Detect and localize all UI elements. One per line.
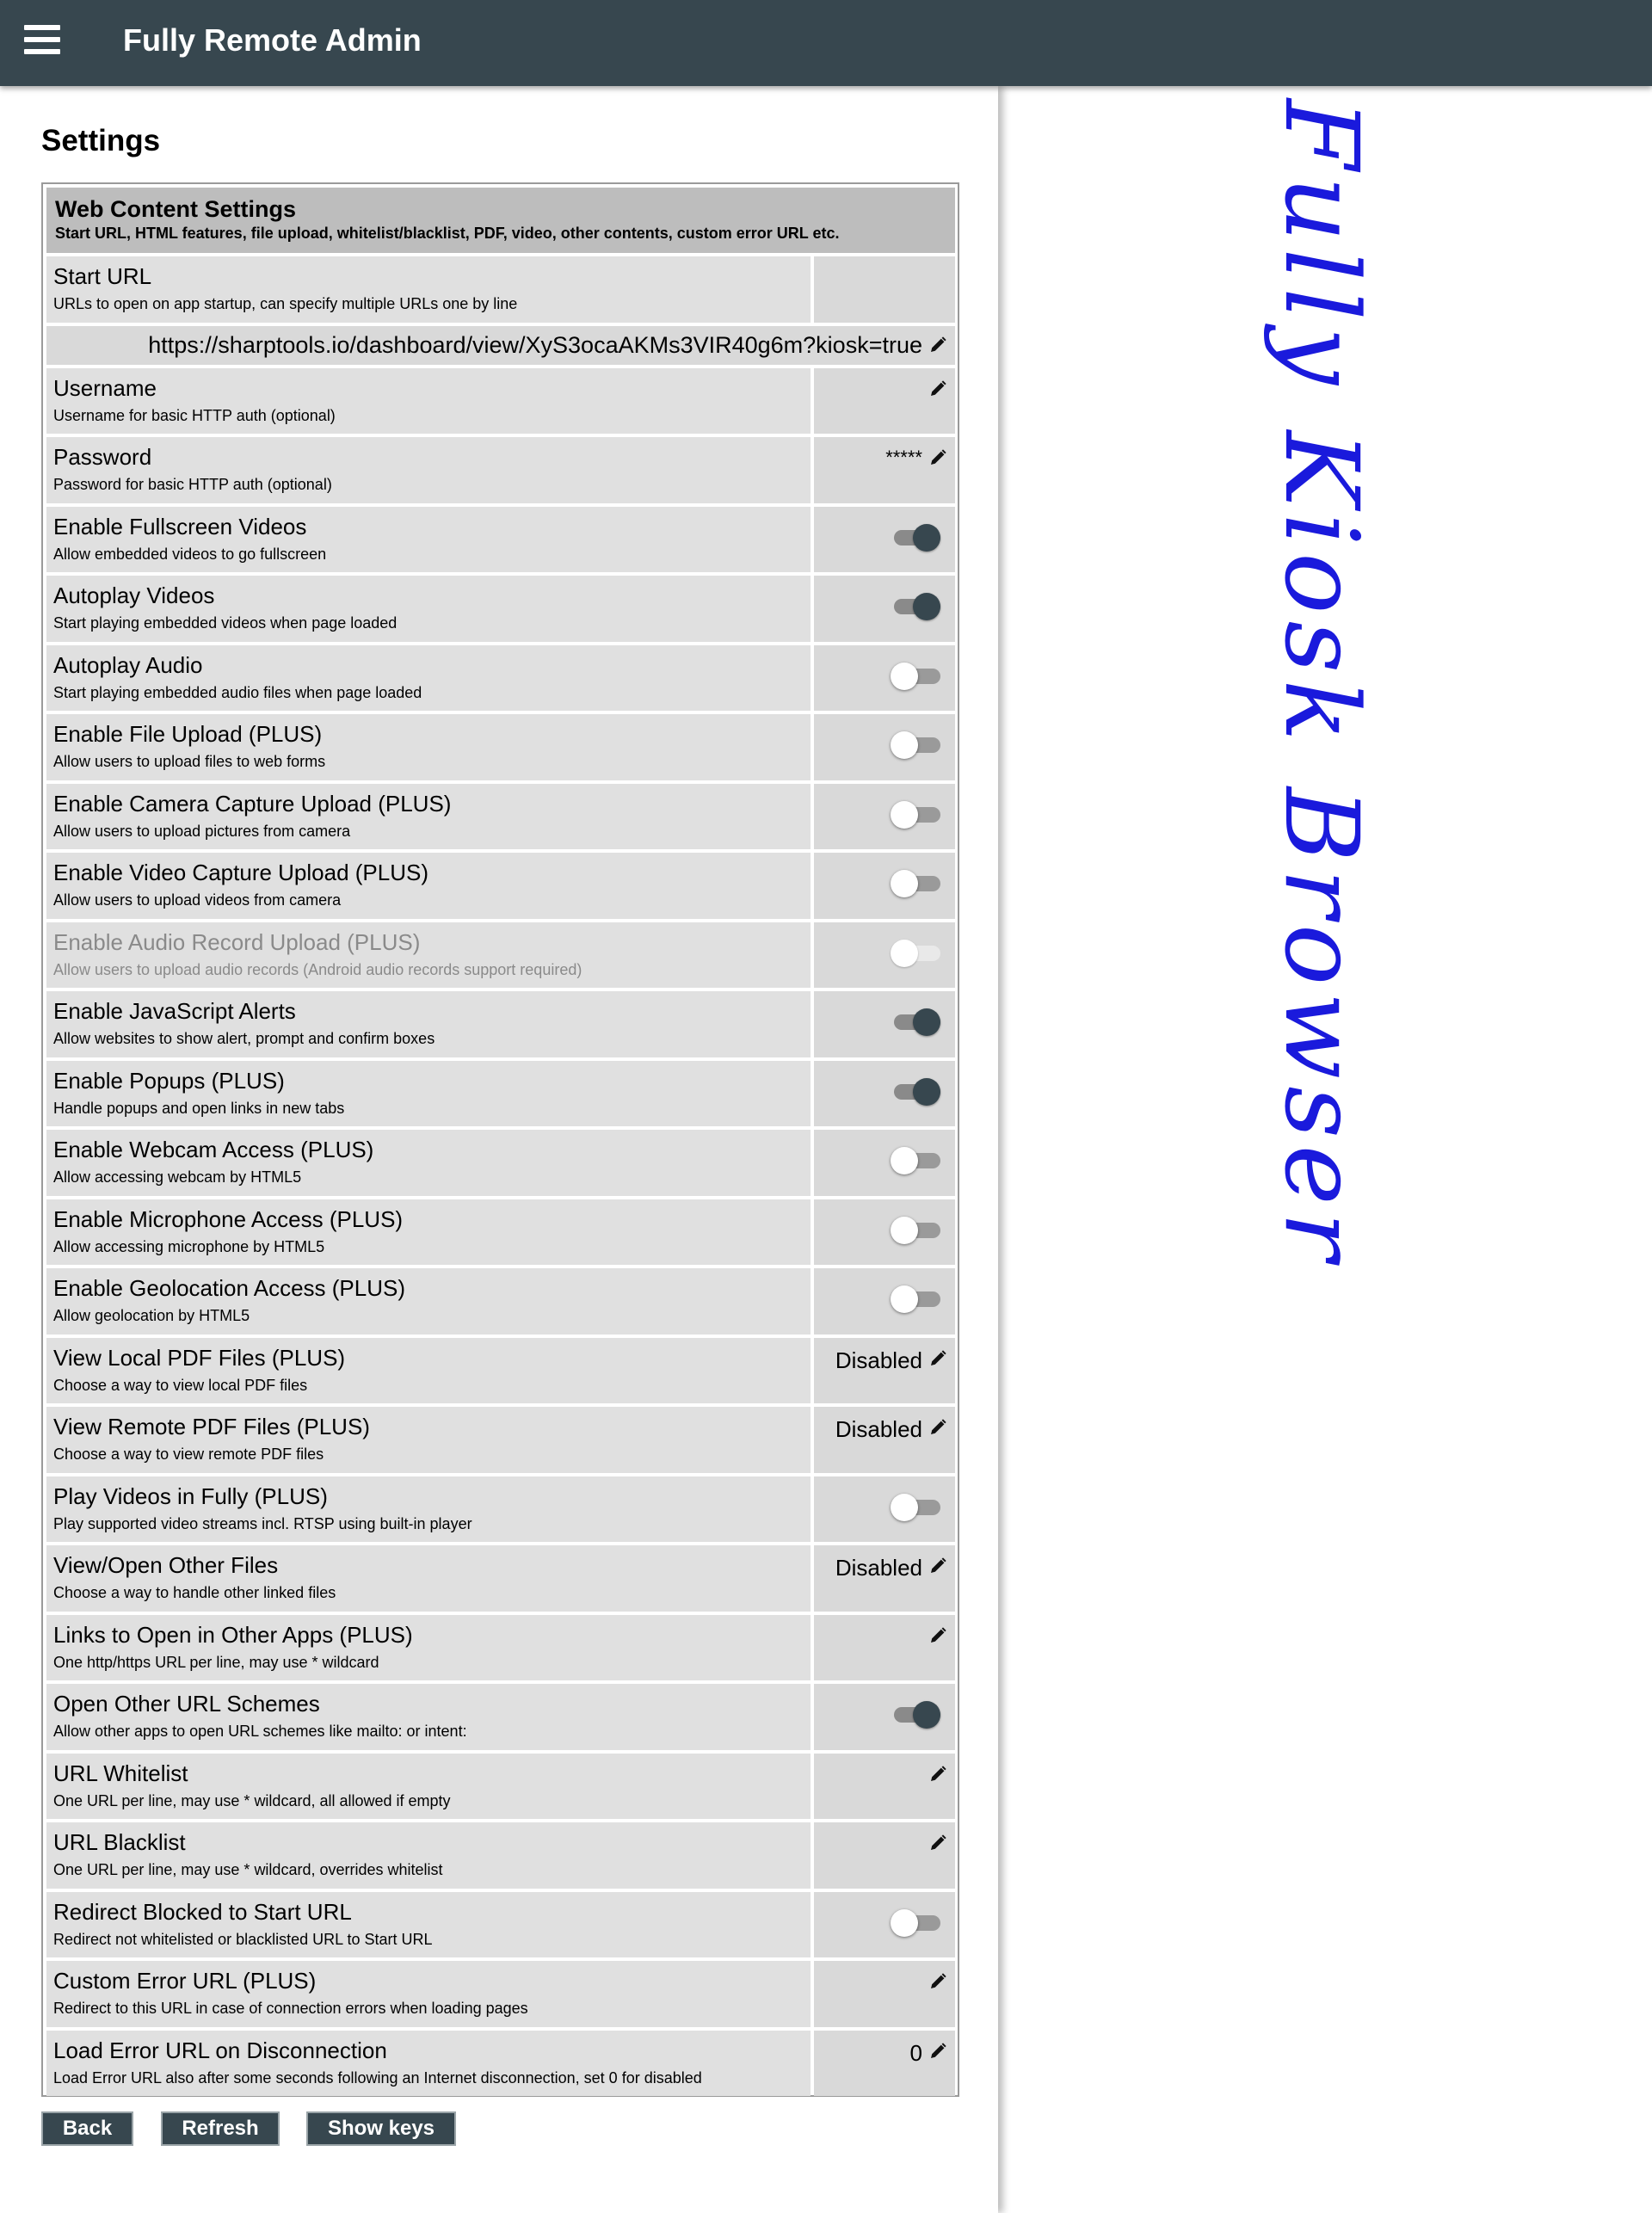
toggle-switch[interactable] [891, 1143, 940, 1176]
setting-description: Choose a way to view local PDF files [53, 1376, 308, 1394]
setting-info [46, 2031, 811, 2097]
setting-description: Allow embedded videos to go fullscreen [53, 545, 327, 563]
setting-info [46, 1061, 811, 1127]
back-button[interactable]: Back [41, 2111, 133, 2146]
toggle-switch[interactable] [891, 798, 940, 830]
setting-row [46, 1338, 955, 1404]
setting-label: Links to Open in Other Apps (PLUS) [53, 1621, 413, 1648]
setting-label: URL Whitelist [53, 1760, 188, 1786]
toggle-switch[interactable] [891, 866, 940, 899]
setting-label: Enable Popups (PLUS) [53, 1067, 285, 1094]
setting-info [46, 1130, 811, 1196]
setting-info [46, 437, 811, 503]
setting-info [46, 645, 811, 712]
setting-control [814, 1407, 955, 1473]
toggle-knob [891, 1909, 918, 1937]
setting-label: Start URL [53, 263, 152, 289]
pencil-icon[interactable] [929, 1834, 946, 1852]
setting-control [814, 1961, 955, 2027]
pencil-icon[interactable] [929, 2043, 946, 2060]
toggle-knob [891, 1217, 918, 1244]
setting-label: Enable Camera Capture Upload (PLUS) [53, 790, 452, 817]
setting-label: View Remote PDF Files (PLUS) [53, 1414, 370, 1439]
toggle-switch[interactable] [891, 1906, 940, 1939]
setting-control [814, 1268, 955, 1335]
setting-control [814, 991, 955, 1057]
section-title: Web Content Settings [55, 196, 296, 222]
setting-description: Allow websites to show alert, prompt and confirm boxes [53, 1030, 435, 1047]
setting-label: Load Error URL on Disconnection [53, 2037, 387, 2063]
setting-description: Allow users to upload pictures from camera [53, 822, 351, 840]
setting-value: ***** [885, 447, 922, 468]
setting-info [46, 1754, 811, 1820]
setting-control [814, 1822, 955, 1889]
setting-row [46, 714, 955, 780]
setting-value: 0 [909, 2039, 922, 2066]
toggle-switch[interactable] [891, 1698, 940, 1730]
toggle-knob [913, 524, 940, 552]
setting-description: Redirect not whitelisted or blacklisted URL to Start URL [53, 1930, 433, 1948]
setting-control [814, 714, 955, 780]
setting-control [814, 922, 955, 989]
setting-control [814, 784, 955, 850]
setting-description: Allow accessing webcam by HTML5 [53, 1168, 302, 1186]
setting-info [46, 1615, 811, 1681]
setting-label: Custom Error URL (PLUS) [53, 1968, 317, 1994]
setting-value: Disabled [835, 1416, 922, 1442]
setting-description: Username for basic HTTP auth (optional) [53, 406, 336, 424]
app-title: Fully Remote Admin [123, 22, 422, 58]
setting-description: One URL per line, may use * wildcard, overrides whitelist [53, 1861, 443, 1878]
setting-row [46, 1754, 955, 1820]
toggle-switch[interactable] [891, 1213, 940, 1246]
setting-description: Allow users to upload videos from camera [53, 891, 342, 909]
setting-control [814, 1754, 955, 1820]
settings-table [41, 182, 959, 2097]
setting-control [814, 1199, 955, 1266]
setting-description: Handle popups and open links in new tabs [53, 1099, 345, 1117]
setting-row [46, 1476, 955, 1543]
toggle-knob [913, 1078, 940, 1106]
setting-row [46, 1061, 955, 1127]
setting-row [46, 1892, 955, 1958]
start-url-value-row[interactable] [46, 326, 955, 365]
setting-info [46, 256, 811, 323]
setting-description: Redirect to this URL in case of connection errors when loading pages [53, 2000, 528, 2017]
setting-row [46, 1615, 955, 1681]
setting-row [46, 1545, 955, 1612]
toggle-switch[interactable] [891, 1075, 940, 1107]
setting-info [46, 1892, 811, 1958]
setting-control [814, 1545, 955, 1612]
pencil-icon[interactable] [929, 380, 946, 398]
setting-row [46, 645, 955, 712]
section-header [46, 188, 955, 253]
setting-row [46, 1822, 955, 1889]
settings-rows [46, 368, 955, 2097]
setting-info [46, 576, 811, 642]
setting-description: One URL per line, may use * wildcard, all allowed if empty [53, 1791, 451, 1809]
setting-description: Allow geolocation by HTML5 [53, 1307, 250, 1324]
setting-description: Load Error URL also after some seconds following an Internet disconnection, set 0 for disabled [53, 2068, 702, 2087]
pencil-icon[interactable] [929, 1557, 946, 1575]
setting-info [46, 922, 811, 989]
setting-info [46, 991, 811, 1057]
setting-row [46, 784, 955, 850]
refresh-button[interactable]: Refresh [161, 2111, 280, 2146]
toggle-knob [891, 870, 918, 897]
setting-row-start-url [46, 256, 955, 323]
hamburger-menu-icon[interactable] [24, 23, 60, 56]
setting-row [46, 437, 955, 503]
toggle-knob [891, 1494, 918, 1521]
setting-row [46, 2031, 955, 2097]
setting-row [46, 507, 955, 573]
setting-description: Start playing embedded audio files when page loaded [53, 683, 422, 701]
pencil-icon[interactable] [929, 1973, 946, 1990]
brand-text: Fully Kiosk Browser [1262, 99, 1381, 1267]
setting-label: Enable Video Capture Upload (PLUS) [53, 860, 429, 885]
setting-info [46, 1545, 811, 1612]
main-panel [0, 86, 998, 2213]
setting-description: One http/https URL per line, may use * wildcard [53, 1653, 379, 1671]
toggle-switch[interactable] [891, 659, 940, 692]
setting-control [814, 576, 955, 642]
setting-row [46, 1199, 955, 1266]
toggle-knob [891, 1285, 918, 1313]
toggle-switch[interactable] [891, 728, 940, 761]
setting-info [46, 853, 811, 919]
setting-label: View/Open Other Files [53, 1552, 279, 1578]
setting-label: Enable Microphone Access (PLUS) [53, 1205, 404, 1232]
setting-description: Play supported video streams incl. RTSP using built-in player [53, 1514, 472, 1532]
setting-label: Password [53, 444, 152, 470]
toggle-knob [891, 801, 918, 829]
section-subtitle: Start URL, HTML features, file upload, whitelist/blacklist, PDF, video, other contents, custom error URL etc. [55, 225, 840, 242]
setting-control [814, 853, 955, 919]
setting-control [814, 256, 955, 323]
toggle-knob [913, 1701, 940, 1729]
setting-row [46, 368, 955, 435]
setting-label: Enable Audio Record Upload (PLUS) [53, 928, 421, 955]
toggle-knob [913, 593, 940, 620]
setting-label: Enable Webcam Access (PLUS) [53, 1137, 374, 1162]
setting-row [46, 576, 955, 642]
setting-control [814, 1061, 955, 1127]
setting-description: Choose a way to handle other linked files [53, 1584, 336, 1601]
setting-control [814, 1338, 955, 1404]
setting-description: URLs to open on app startup, can specify multiple URLs one by line [53, 295, 518, 312]
setting-row [46, 1961, 955, 2027]
setting-info [46, 1199, 811, 1266]
toggle-switch[interactable] [891, 936, 940, 969]
setting-description: Allow users to upload audio records (Android audio records support required) [53, 960, 583, 978]
toggle-switch[interactable] [891, 521, 940, 553]
setting-row [46, 1684, 955, 1750]
pencil-icon[interactable] [929, 1627, 946, 1644]
setting-label: Enable JavaScript Alerts [53, 998, 296, 1024]
pencil-icon[interactable] [929, 449, 946, 466]
setting-row [46, 922, 955, 989]
setting-label: Play Videos in Fully (PLUS) [53, 1483, 328, 1509]
page-title: Settings [41, 124, 161, 157]
toggle-switch[interactable] [891, 1005, 940, 1038]
setting-control [814, 1130, 955, 1196]
setting-info [46, 1338, 811, 1404]
setting-control [814, 1476, 955, 1543]
start-url-value: https://sharptools.io/dashboard/view/XyS3ocaAKMs3VIR40g6m?kiosk=true [148, 331, 922, 358]
setting-label: View Local PDF Files (PLUS) [53, 1344, 346, 1371]
setting-info [46, 1407, 811, 1473]
toggle-knob [913, 1008, 940, 1036]
setting-info [46, 368, 811, 435]
setting-description: Allow users to upload files to web forms [53, 753, 326, 770]
setting-control [814, 1615, 955, 1681]
setting-info [46, 507, 811, 573]
app-bar [0, 0, 1652, 86]
setting-control [814, 2031, 955, 2097]
setting-row [46, 853, 955, 919]
pencil-icon[interactable] [929, 1350, 946, 1367]
setting-description: Allow other apps to open URL schemes like mailto: or intent: [53, 1723, 467, 1740]
setting-info [46, 1822, 811, 1889]
pencil-icon[interactable] [929, 336, 946, 354]
setting-label: Enable Geolocation Access (PLUS) [53, 1275, 405, 1301]
setting-info [46, 714, 811, 780]
setting-info [46, 1961, 811, 2027]
toggle-knob [891, 1147, 918, 1174]
setting-label: Open Other URL Schemes [53, 1691, 320, 1717]
setting-row [46, 991, 955, 1057]
setting-label: Enable Fullscreen Videos [53, 513, 307, 539]
setting-value: Disabled [835, 1347, 922, 1373]
toggle-knob [891, 663, 918, 690]
setting-control [814, 1892, 955, 1958]
setting-control [814, 368, 955, 435]
show-keys-button[interactable]: Show keys [306, 2111, 456, 2146]
toggle-knob [891, 940, 918, 967]
setting-info [46, 1684, 811, 1750]
setting-description: Password for basic HTTP auth (optional) [53, 476, 332, 493]
toggle-switch[interactable] [891, 1490, 940, 1523]
setting-label: URL Blacklist [53, 1829, 186, 1855]
setting-control [814, 437, 955, 503]
pencil-icon[interactable] [929, 1419, 946, 1436]
setting-row [46, 1130, 955, 1196]
setting-control [814, 1684, 955, 1750]
setting-control [814, 645, 955, 712]
pencil-icon[interactable] [929, 1766, 946, 1783]
toggle-switch[interactable] [891, 1282, 940, 1315]
setting-description: Choose a way to view remote PDF files [53, 1446, 324, 1463]
setting-value: Disabled [835, 1555, 922, 1581]
setting-label: Autoplay Videos [53, 583, 215, 608]
setting-info [46, 1268, 811, 1335]
toggle-switch[interactable] [891, 589, 940, 622]
setting-control [814, 507, 955, 573]
setting-description: Allow accessing microphone by HTML5 [53, 1237, 325, 1255]
setting-description: Start playing embedded videos when page loaded [53, 614, 398, 632]
setting-label: Enable File Upload (PLUS) [53, 721, 323, 747]
setting-label: Redirect Blocked to Start URL [53, 1898, 352, 1925]
setting-label: Autoplay Audio [53, 651, 203, 678]
setting-label: Username [53, 374, 157, 401]
brand-logo [1243, 99, 1381, 1267]
toggle-knob [891, 731, 918, 759]
setting-info [46, 784, 811, 850]
setting-row [46, 1407, 955, 1473]
setting-row [46, 1268, 955, 1335]
setting-info [46, 1476, 811, 1543]
